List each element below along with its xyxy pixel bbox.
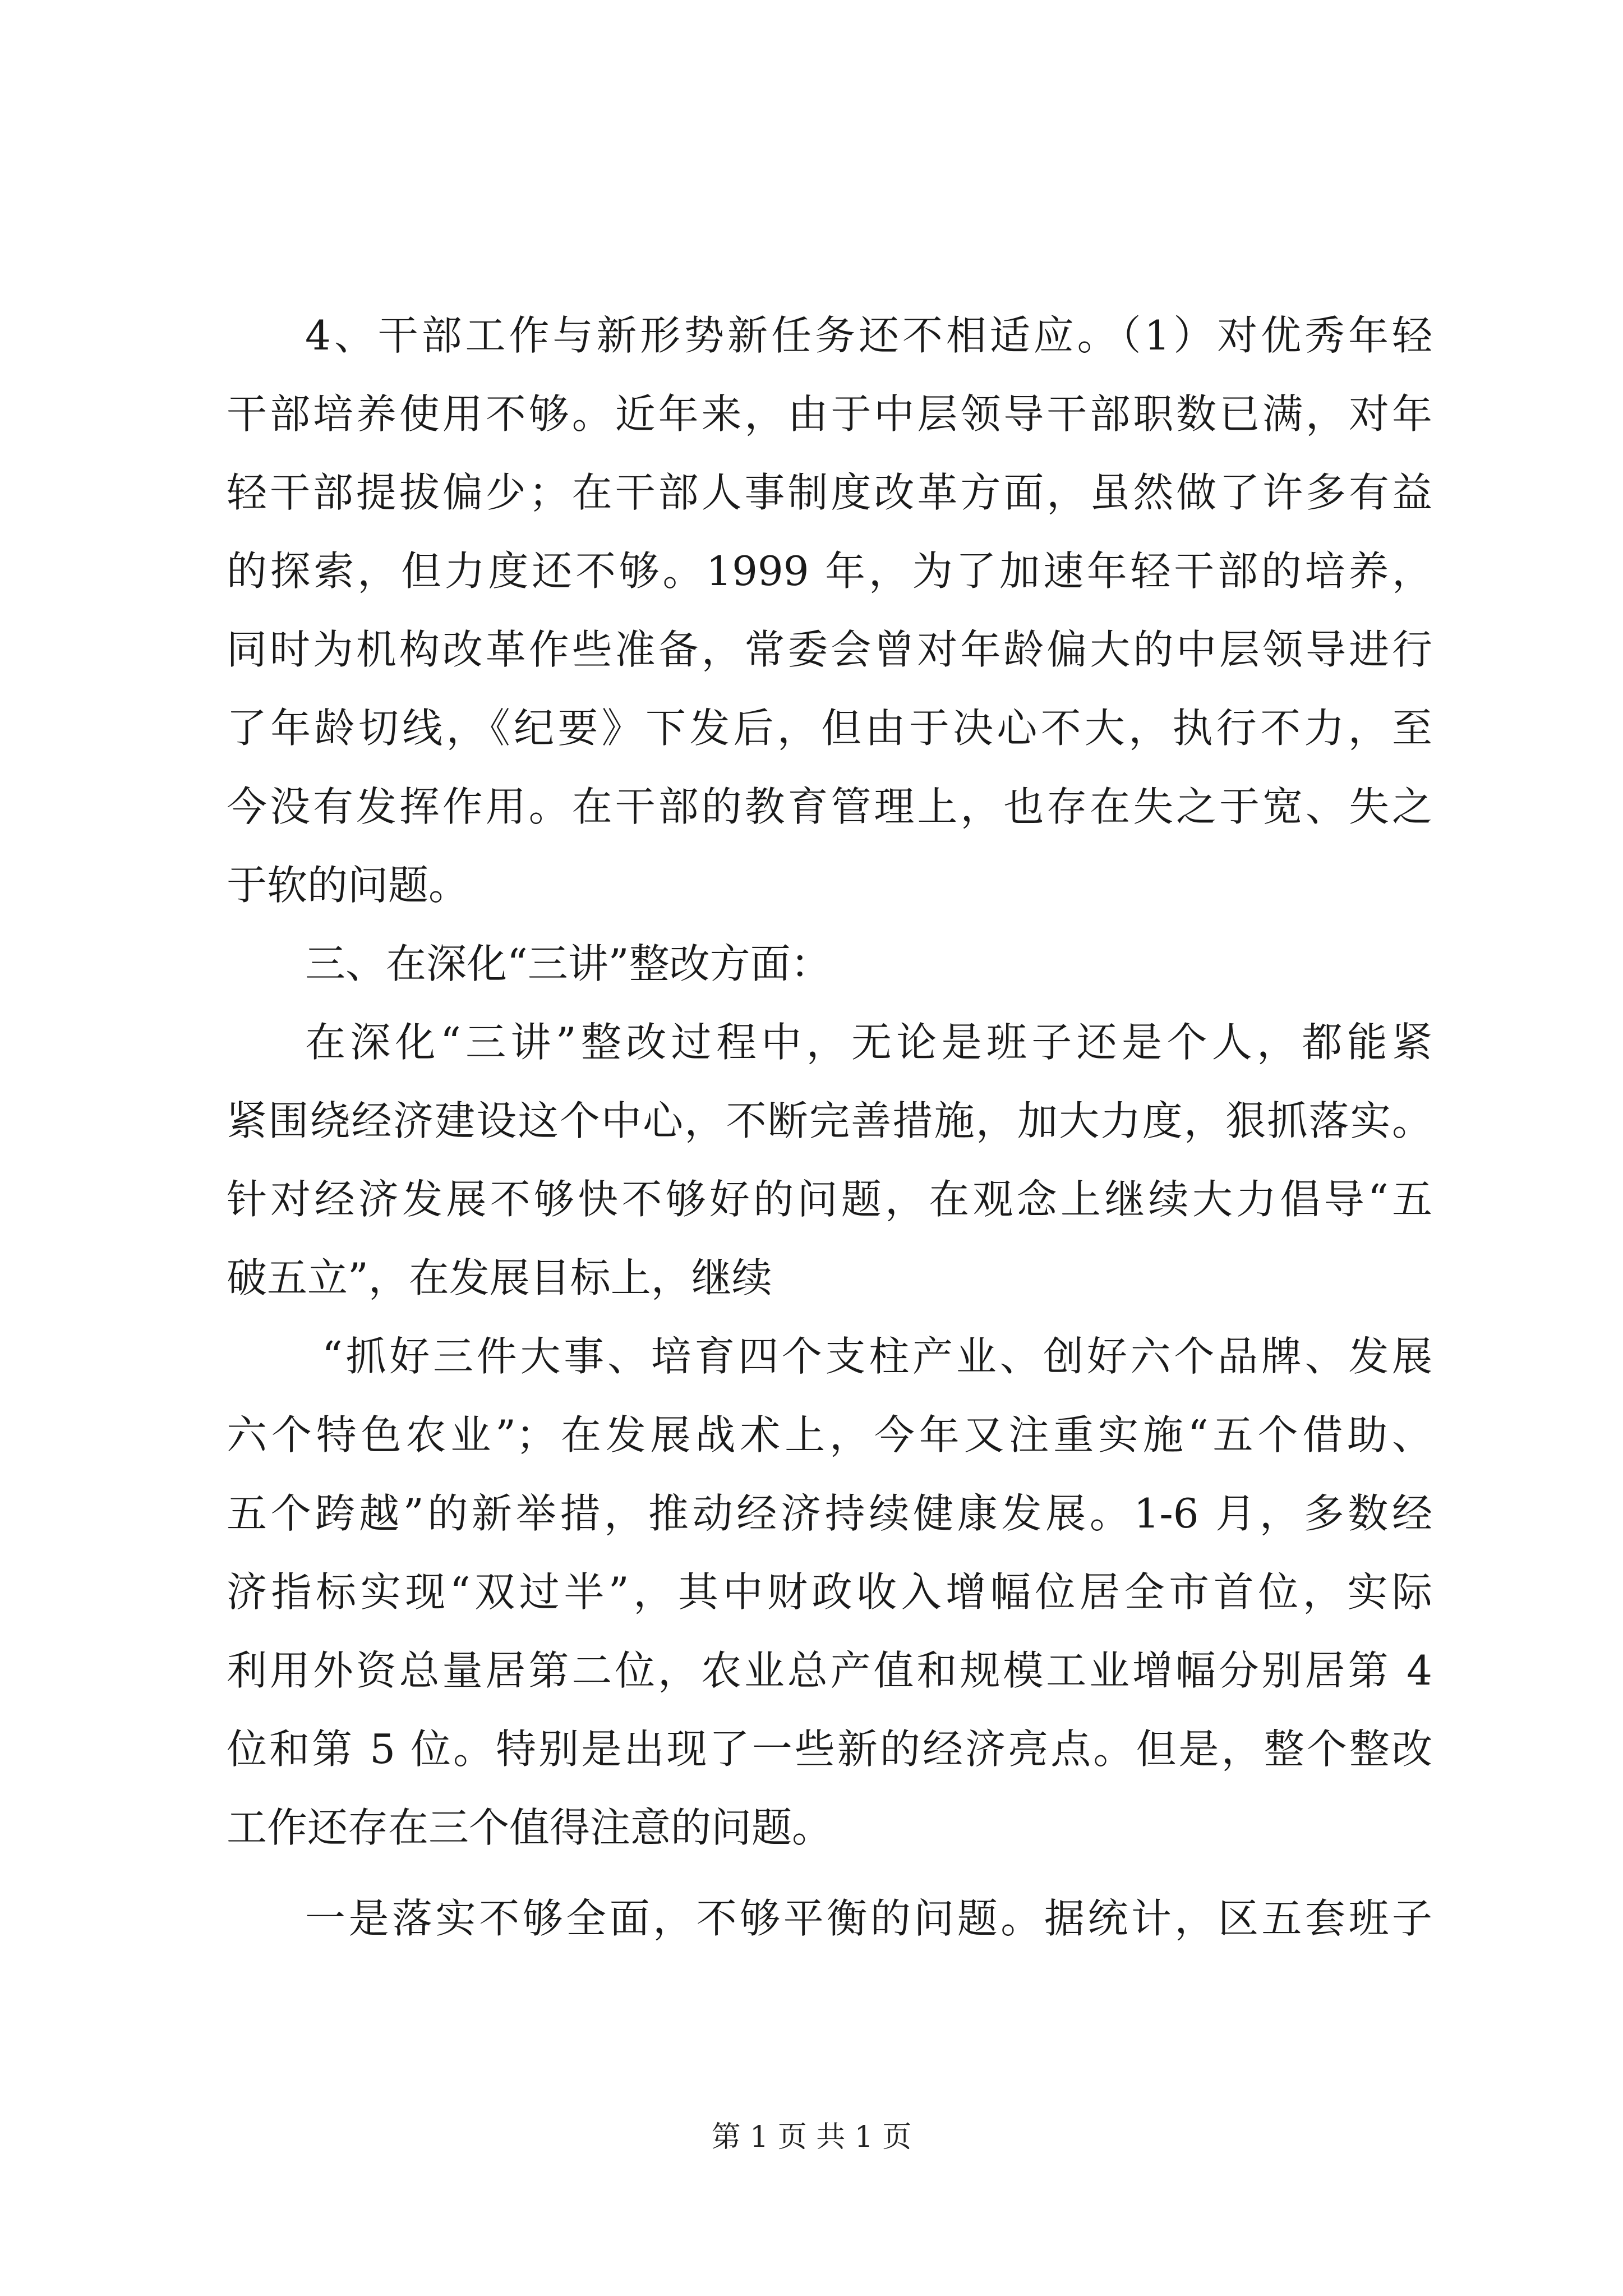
section-heading: 三、在深化“三讲”整改方面： (305, 940, 831, 987)
paragraph-rectification (227, 1003, 1432, 1317)
text-line: 破五立”，在发展目标上，继续 (227, 1254, 772, 1301)
text-line: 干部培养使用不够。近年来，由于中层领导干部职数已满，对年 (227, 390, 1432, 438)
text-line: 于软的问题。 (227, 862, 469, 909)
text-line: 工作还存在三个值得注意的问题。 (227, 1804, 833, 1851)
section-heading-three-talks (227, 924, 1432, 1003)
text-line: 紧围绕经济建设这个中心，不断完善措施，加大力度，狠抓落实。 (227, 1097, 1432, 1144)
text-line: 了年龄切线，《纪要》下发后，但由于决心不大，执行不力，至 (227, 705, 1432, 752)
document-body (227, 296, 1432, 1958)
page-number: 第 1 页 共 1 页 (711, 2120, 912, 2154)
text-line: 一是落实不够全面，不够平衡的问题。据统计，区五套班子 (305, 1895, 1432, 1942)
page-footer (0, 2118, 1623, 2157)
text-line: 针对经济发展不够快不够好的问题，在观念上继续大力倡导“五 (227, 1176, 1432, 1223)
text-line: 位和第 5 位。特别是出现了一些新的经济亮点。但是，整个整改 (227, 1726, 1432, 1773)
text-line: 利用外资总量居第二位，农业总产值和规模工业增幅分别居第 4 (227, 1647, 1432, 1694)
text-line: “抓好三件大事、培育四个支柱产业、创好六个品牌、发展 (322, 1333, 1432, 1380)
text-line: 的探索，但力度还不够。1999 年，为了加速年轻干部的培养， (227, 547, 1432, 595)
text-line: 轻干部提拔偏少；在干部人事制度改革方面，虽然做了许多有益 (227, 469, 1432, 516)
paragraph-first-issue (227, 1879, 1432, 1958)
text-line: 同时为机构改革作些准备，常委会曾对年龄偏大的中层领导进行 (227, 626, 1432, 673)
text-line: 4、干部工作与新形势新任务还不相适应。（1）对优秀年轻 (305, 312, 1432, 359)
text-line: 五个跨越”的新举措，推动经济持续健康发展。1-6 月，多数经 (227, 1490, 1432, 1537)
text-line: 六个特色农业”；在发展战术上，今年又注重实施“五个借助、 (227, 1411, 1432, 1458)
text-line: 今没有发挥作用。在干部的教育管理上，也存在失之于宽、失之 (227, 783, 1432, 830)
text-line: 济指标实现“双过半”，其中财政收入增幅位居全市首位，实际 (227, 1568, 1432, 1616)
paragraph-economic-measures (227, 1317, 1432, 1867)
text-line: 在深化“三讲”整改过程中，无论是班子还是个人，都能紧 (305, 1019, 1432, 1066)
paragraph-cadre-work (227, 296, 1432, 924)
